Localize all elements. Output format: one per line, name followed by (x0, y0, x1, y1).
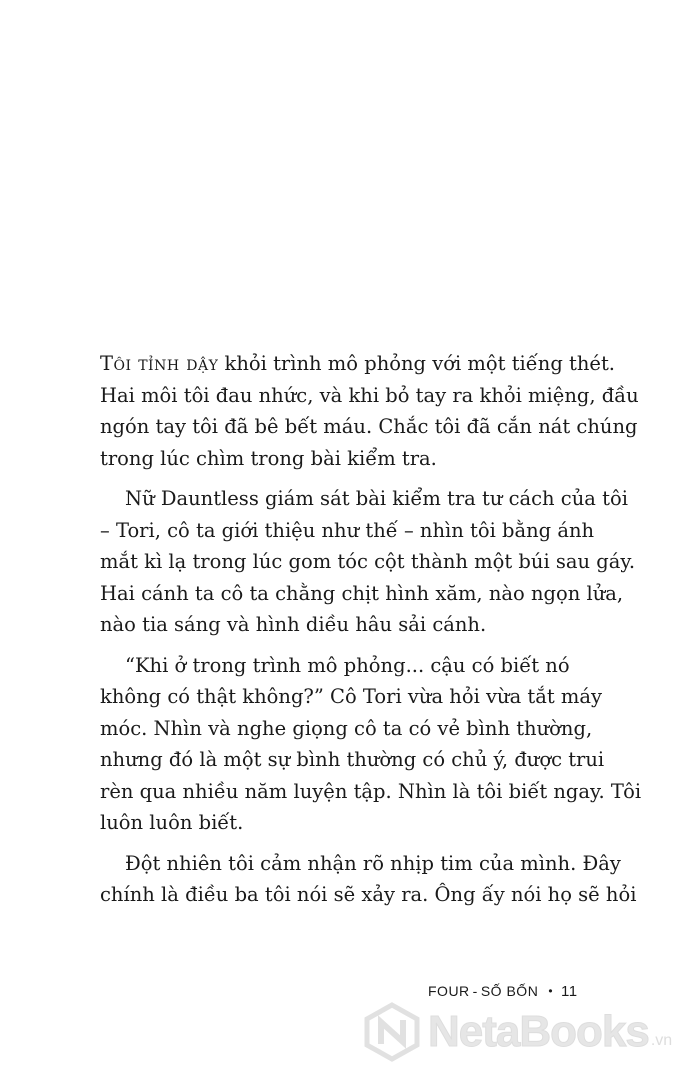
watermark-suffix: .vn (650, 1032, 673, 1049)
page-number: 11 (561, 983, 578, 1000)
paragraph-1-line-3: ngón tay tôi đã bê bết máu. Chắc tôi đã cắn nát chúng (100, 415, 638, 438)
paragraph-3-line-6: luôn luôn biết. (100, 811, 244, 834)
watermark (362, 1002, 672, 1062)
paragraph-1 (100, 348, 639, 474)
footer-book-title: FOUR (428, 983, 470, 999)
paragraph-2-line-3: mắt kì lạ trong lúc gom tóc cột thành một búi sau gáy. (100, 550, 636, 573)
paragraph-1-line-4: trong lúc chìm trong bài kiểm tra. (100, 446, 437, 470)
paragraph-2 (100, 483, 636, 641)
paragraph-3-line-4: nhưng đó là một sự bình thường có chủ ý, được trui (100, 748, 605, 771)
paragraph-1-line-1 (100, 348, 615, 380)
chapter-opening-words: Tôi tỉnh dậy (100, 352, 219, 375)
paragraph-4 (100, 848, 637, 911)
paragraph-3-line-2: không có thật không?” Cô Tori vừa hỏi vừa tắt máy (100, 685, 603, 708)
paragraph-3-line-5: rèn qua nhiều năm luyện tập. Nhìn là tôi biết ngay. Tôi (100, 779, 642, 803)
paragraph-2-line-1: Nữ Dauntless giám sát bài kiểm tra tư cách của tôi (125, 487, 628, 510)
paragraph-3-line-3: móc. Nhìn và nghe giọng cô ta có vẻ bình thường, (100, 716, 593, 740)
paragraph-2-line-5: nào tia sáng và hình diều hâu sải cánh. (100, 613, 487, 636)
paragraph-4-line-1: Đột nhiên tôi cảm nhận rõ nhịp tim của mình. Đây (125, 851, 621, 875)
paragraph-3 (100, 650, 642, 839)
paragraph-1-line-1-rest: khỏi trình mô phỏng với một tiếng thét. (218, 352, 615, 375)
footer-separator: - (472, 983, 478, 999)
page-body-text (100, 348, 642, 920)
paragraph-1-line-2: Hai môi tôi đau nhức, và khi bỏ tay ra khỏi miệng, đầu (100, 383, 639, 407)
paragraph-4-line-2: chính là điều ba tôi nói sẽ xảy ra. Ông ấy nói họ sẽ hỏi (100, 883, 637, 906)
watermark-brand: NetaBooks (428, 1007, 649, 1056)
paragraph-2-line-2: – Tori, cô ta giới thiệu như thế – nhìn tôi bằng ánh (100, 518, 595, 542)
netabooks-logo-icon (362, 1002, 422, 1062)
footer-chapter-title: SỐ BỐN (480, 983, 539, 999)
running-footer (428, 983, 578, 1000)
footer-bullet: • (548, 984, 554, 998)
paragraph-3-line-1: “Khi ở trong trình mô phỏng... cậu có biết nó (125, 653, 570, 677)
paragraph-2-line-4: Hai cánh ta cô ta chằng chịt hình xăm, nào ngọn lửa, (100, 581, 624, 605)
